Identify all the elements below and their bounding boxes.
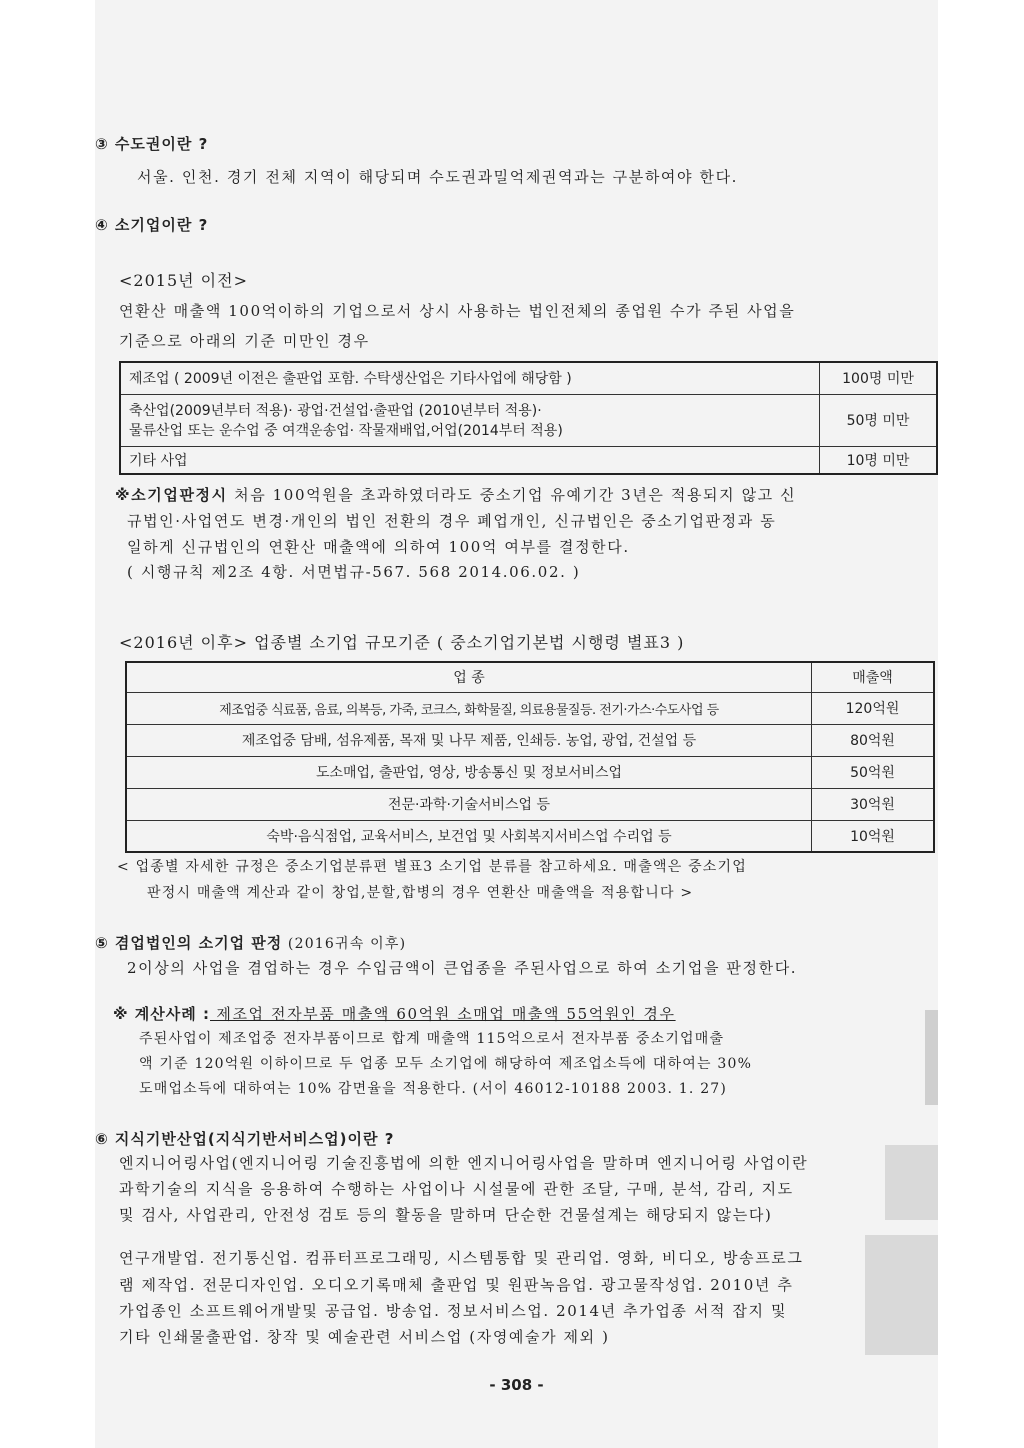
table-row: [120, 394, 937, 446]
section-3-body: 서울. 인천. 경기 전체 지역이 해당되며 수도권과밀억제권역과는 구분하여야 한다.: [137, 168, 739, 186]
table-row: [120, 446, 937, 474]
sales-limit-table: [125, 661, 935, 853]
small-business-note: [115, 484, 796, 505]
section-5-heading: ⑤ 겸업법인의 소기업 판정: [95, 934, 283, 952]
table-header-row: [126, 662, 934, 692]
example-line: 주된사업이 제조업중 전자부품이므로 합계 매출액 115억으로서 전자부품 중소기업매출: [139, 1031, 725, 1047]
pre2015-title: <2015년 이전>: [119, 271, 248, 290]
industry-line: 축산업(2009년부터 적용)· 광업·건설업·출판업 (2010년부터 적용)·: [129, 403, 542, 419]
industry-cell: 제조업 ( 2009년 이전은 출판업 포함. 수탁생산업은 기타사업에 해당함 ): [120, 362, 820, 394]
industry-cell: [120, 394, 820, 446]
scan-shadow: [865, 1235, 938, 1355]
section-3-heading: ③ 수도권이란 ?: [95, 135, 209, 153]
industry-line: 물류산업 또는 운수업 중 여객운송업· 작물재배업,어업(2014부터 적용): [129, 423, 563, 439]
sales-cell: 50억원: [812, 756, 935, 788]
limit-cell: 50명 미만: [820, 394, 938, 446]
sales-cell: 80억원: [812, 724, 935, 756]
note-text: 처음 100억원을 초과하였더라도 중소기업 유예기간 3년은 적용되지 않고 신: [227, 486, 797, 504]
pre2015-line: 기준으로 아래의 기준 미만인 경우: [119, 332, 370, 350]
example-line: 도매업소득에 대하여는 10% 감면율을 적용한다. (서이 46012-10188 2003. 1. 27): [139, 1081, 728, 1097]
note-label: ※소기업판정시: [115, 486, 228, 504]
table-row: [120, 362, 937, 394]
section-6-line: 가업종인 소프트웨어개발및 공급업. 방송업. 정보서비스업. 2014년 추가업종 서적 잡지 및: [119, 1302, 788, 1320]
table-row: [126, 820, 934, 852]
limit-cell: 100명 미만: [820, 362, 938, 394]
column-header-industry: 업 종: [126, 662, 812, 692]
table-footnote: 판정시 매출액 계산과 같이 창업,분할,합병의 경우 연환산 매출액을 적용합니다 >: [147, 885, 694, 901]
table-row: [126, 788, 934, 820]
section-4-heading: ④ 소기업이란 ?: [95, 216, 209, 234]
table-footnote: < 업종별 자세한 규정은 중소기업분류편 별표3 소기업 분류를 참고하세요. 매출액은 중소기업: [117, 859, 747, 875]
note-line: 일하게 신규법인의 연환산 매출액에 의하여 100억 여부를 결정한다.: [127, 538, 630, 556]
section-6-heading: ⑥ 지식기반산업(지식기반서비스업)이란 ?: [95, 1130, 395, 1148]
section-6-line: 및 검사, 사업관리, 안전성 검토 등의 활동을 말하며 단순한 건물설계는 해당되지 않는다): [119, 1206, 773, 1224]
sales-cell: 10억원: [812, 820, 935, 852]
pre2015-line: 연환산 매출액 100억이하의 기업으로서 상시 사용하는 법인전체의 종업원 수가 주된 사업을: [119, 302, 796, 320]
column-header-sales: 매출액: [812, 662, 935, 692]
industry-cell: 숙박·음식점업, 교육서비스, 보건업 및 사회복지서비스업 수리업 등: [126, 820, 812, 852]
table-row: [126, 724, 934, 756]
limit-cell: 10명 미만: [820, 446, 938, 474]
document-page: [95, 0, 938, 1448]
example-heading: [113, 1003, 676, 1024]
section-5-heading-suffix: (2016귀속 이후): [282, 936, 407, 952]
employee-limit-table: [119, 361, 938, 475]
industry-cell: 제조업중 식료품, 음료, 의복등, 가죽, 코크스, 화학물질, 의료용물질등. 전기·가스·수도사업 등: [126, 692, 812, 724]
section-5-heading-line: [95, 932, 406, 953]
note-line: ( 시행규칙 제2조 4항. 서면법규-567. 568 2014.06.02. ): [127, 563, 581, 581]
sales-cell: 30억원: [812, 788, 935, 820]
section-5-body: 2이상의 사업을 겸업하는 경우 수입금액이 큰업종을 주된사업으로 하여 소기업을 판정한다.: [127, 959, 798, 977]
section-6-line: 기타 인쇄물출판업. 창작 및 예술관련 서비스업 (자영예술가 제외 ): [119, 1328, 610, 1346]
note-line: 규법인·사업연도 변경·개인의 법인 전환의 경우 폐업개인, 신규법인은 중소기업판정과 동: [127, 512, 777, 530]
industry-cell: 전문·과학·기술서비스업 등: [126, 788, 812, 820]
section-6-line: 과학기술의 지식을 응용하여 수행하는 사업이나 시설물에 관한 조달, 구매, 분석, 감리, 지도: [119, 1180, 794, 1198]
scan-shadow: [885, 1145, 938, 1220]
scan-shadow: [925, 1010, 938, 1105]
table-row: [126, 756, 934, 788]
page-number: - 308 -: [489, 1376, 544, 1394]
post2016-title: <2016년 이후> 업종별 소기업 규모기준 ( 중소기업기본법 시행령 별표3 ): [119, 633, 685, 652]
section-6-line: 엔지니어링사업(엔지니어링 기술진흥법에 의한 엔지니어링사업을 말하며 엔지니어링 사업이란: [119, 1154, 809, 1172]
table-row: [126, 692, 934, 724]
example-case: 제조업 전자부품 매출액 60억원 소매업 매출액 55억원인 경우: [210, 1005, 676, 1023]
sales-cell: 120억원: [812, 692, 935, 724]
example-label: ※ 계산사례 :: [113, 1005, 210, 1023]
industry-cell: 기타 사업: [120, 446, 820, 474]
section-6-line: 연구개발업. 전기통신업. 컴퓨터프로그래밍, 시스템통합 및 관리업. 영화, 비디오, 방송프로그: [119, 1249, 804, 1267]
example-line: 액 기준 120억원 이하이므로 두 업종 모두 소기업에 해당하여 제조업소득에 대하여는 30%: [139, 1056, 753, 1072]
industry-cell: 제조업중 담배, 섬유제품, 목재 및 나무 제품, 인쇄등. 농업, 광업, 건설업 등: [126, 724, 812, 756]
section-6-line: 램 제작업. 전문디자인업. 오디오기록매체 출판업 및 원판녹음업. 광고물작성업. 2010년 추: [119, 1276, 794, 1294]
industry-cell: 도소매업, 출판업, 영상, 방송통신 및 정보서비스업: [126, 756, 812, 788]
